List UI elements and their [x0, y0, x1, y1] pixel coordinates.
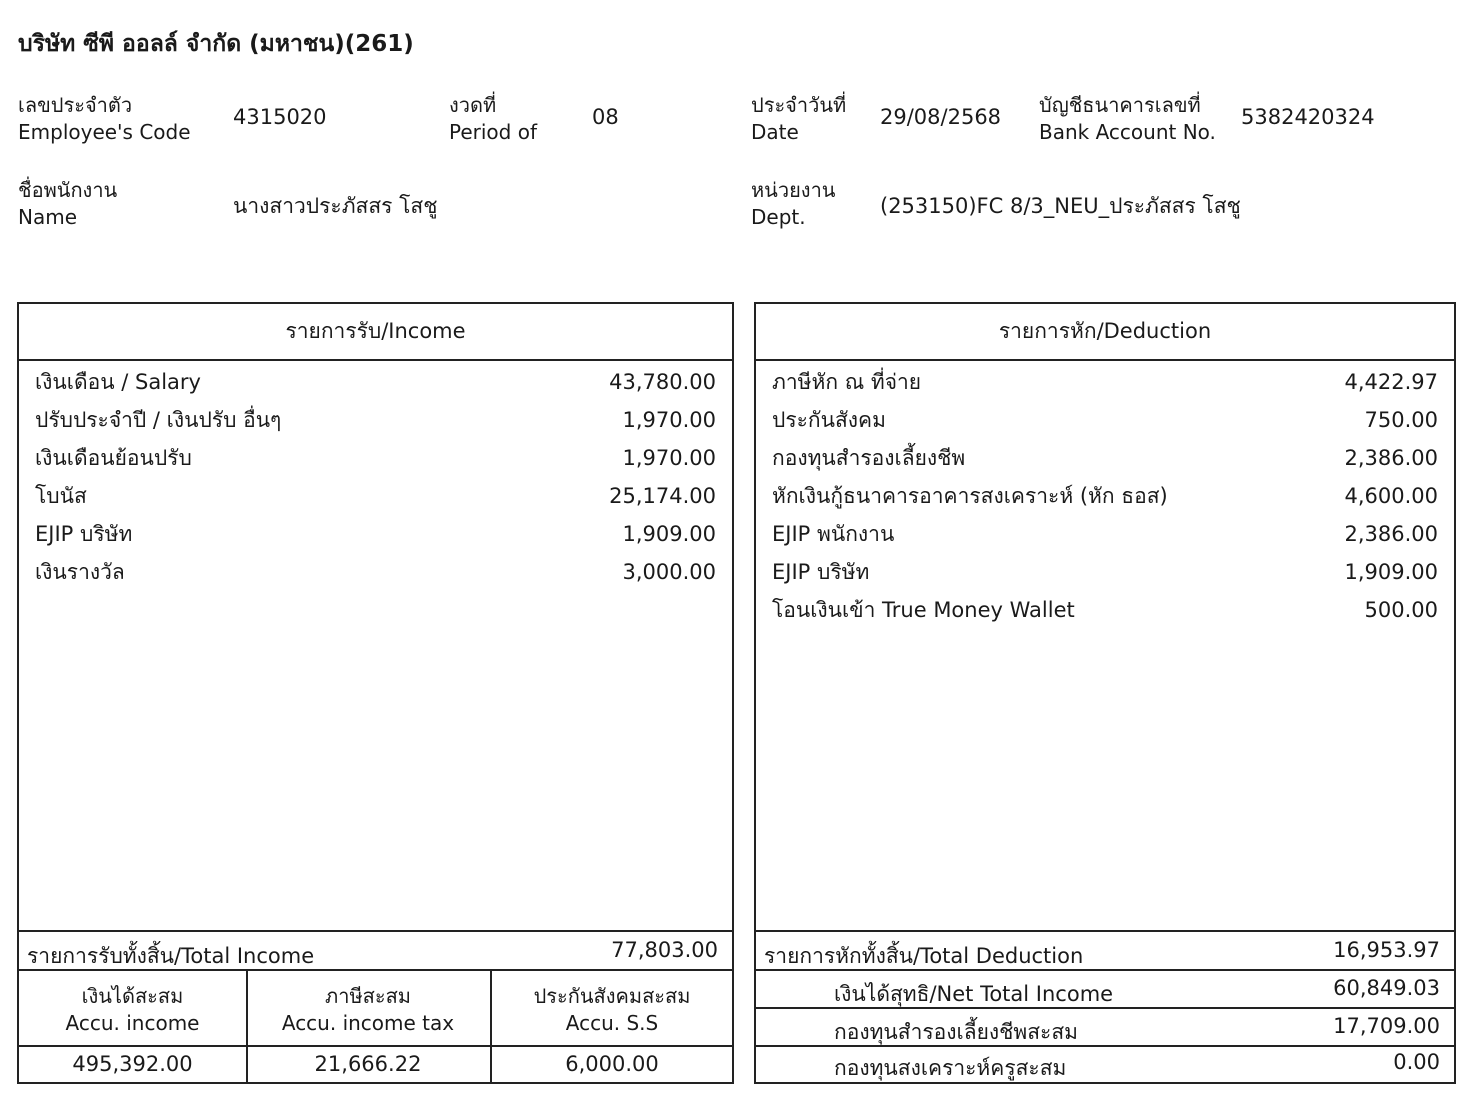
summary-divider	[756, 1007, 1454, 1009]
income-label: เงินรางวัล	[35, 560, 125, 584]
deduction-row	[772, 401, 1438, 439]
accu-provident-label: กองทุนสำรองเลี้ยงชีพสะสม	[834, 1020, 1078, 1044]
employee-name-label-en: Name	[18, 205, 78, 229]
dept-label-th: หน่วยงาน	[751, 178, 836, 202]
deduction-row	[772, 515, 1438, 553]
accu-income-en: Accu. income	[65, 1011, 200, 1035]
total-income-value: 77,803.00	[611, 938, 718, 962]
income-amount: 1,909.00	[622, 522, 716, 546]
employee-name-label	[18, 177, 117, 231]
date-label-en: Date	[751, 120, 799, 144]
accu-tax-value: 21,666.22	[314, 1052, 422, 1076]
dept-label	[751, 177, 835, 231]
deduction-label: หักเงินกู้ธนาคารอาคารสงเคราะห์ (หัก ธอส)	[772, 484, 1168, 508]
summary-divider	[756, 969, 1454, 971]
deduction-row	[772, 363, 1438, 401]
deduction-amount: 4,600.00	[1344, 484, 1438, 508]
period-label	[449, 92, 537, 146]
dept-value: (253150)FC 8/3_NEU_ประภัสสร โสชู	[880, 194, 1241, 218]
deduction-label: กองทุนสำรองเลี้ยงชีพ	[772, 446, 966, 470]
accu-divider	[19, 969, 732, 971]
period-label-en: Period of	[449, 120, 537, 144]
deduction-row	[772, 477, 1438, 515]
deduction-amount: 2,386.00	[1344, 522, 1438, 546]
deduction-amount: 750.00	[1364, 408, 1438, 432]
date-value: 29/08/2568	[880, 105, 1002, 129]
income-panel	[17, 302, 734, 1084]
deduction-title: รายการหัก/Deduction	[756, 304, 1454, 361]
total-deduction-value: 16,953.97	[1333, 938, 1440, 962]
net-income-value: 60,849.03	[1333, 976, 1440, 1000]
bank-account-label-th: บัญชีธนาคารเลขที่	[1039, 93, 1201, 117]
employee-code-label	[18, 92, 191, 146]
deduction-label: ประกันสังคม	[772, 408, 886, 432]
bank-account-label	[1039, 92, 1216, 146]
deduction-label: EJIP พนักงาน	[772, 522, 895, 546]
accu-ss-header	[490, 983, 734, 1037]
income-row	[35, 439, 716, 477]
total-income-label: รายการรับทั้งสิ้น/Total Income	[27, 944, 315, 968]
income-row	[35, 363, 716, 401]
accu-tax-en: Accu. income tax	[281, 1011, 455, 1035]
deduction-amount: 2,386.00	[1344, 446, 1438, 470]
income-row	[35, 515, 716, 553]
income-label: ปรับประจำปี / เงินปรับ อื่นๆ	[35, 408, 282, 432]
deduction-total-divider	[756, 930, 1454, 932]
income-label: เงินเดือน / Salary	[35, 370, 201, 394]
income-total-divider	[19, 930, 732, 932]
accu-tax-header	[246, 983, 490, 1037]
total-deduction-label: รายการหักทั้งสิ้น/Total Deduction	[764, 944, 1084, 968]
summary-divider	[756, 1045, 1454, 1047]
employee-name-value: นางสาวประภัสสร โสชู	[233, 194, 438, 218]
income-amount: 1,970.00	[622, 408, 716, 432]
employee-code-value: 4315020	[233, 105, 327, 129]
accu-provident-value: 17,709.00	[1333, 1014, 1440, 1038]
accu-income-th: เงินได้สะสม	[81, 984, 184, 1008]
accu-ss-en: Accu. S.S	[565, 1011, 659, 1035]
deduction-row	[772, 553, 1438, 591]
accu-income-header	[19, 983, 246, 1037]
bank-account-label-en: Bank Account No.	[1039, 120, 1216, 144]
accu-ss-value: 6,000.00	[565, 1052, 659, 1076]
income-amount: 1,970.00	[622, 446, 716, 470]
date-label-th: ประจำวันที่	[751, 93, 847, 117]
employee-name-label-th: ชื่อพนักงาน	[18, 178, 118, 202]
employee-code-label-th: เลขประจำตัว	[18, 93, 133, 117]
accu-values-divider	[19, 1045, 732, 1047]
deduction-label: EJIP บริษัท	[772, 560, 870, 584]
dept-label-en: Dept.	[751, 205, 806, 229]
income-label: โบนัส	[35, 484, 87, 508]
deduction-amount: 1,909.00	[1344, 560, 1438, 584]
period-value: 08	[592, 105, 619, 129]
deduction-row	[772, 439, 1438, 477]
deduction-label: ภาษีหัก ณ ที่จ่าย	[772, 370, 922, 394]
deduction-label: โอนเงินเข้า True Money Wallet	[772, 598, 1075, 622]
deduction-amount: 500.00	[1364, 598, 1438, 622]
income-amount: 25,174.00	[609, 484, 716, 508]
income-amount: 43,780.00	[609, 370, 716, 394]
income-label: EJIP บริษัท	[35, 522, 133, 546]
income-row	[35, 553, 716, 591]
deduction-panel	[754, 302, 1456, 1084]
accu-teacher-fund-label: กองทุนสงเคราะห์ครูสะสม	[834, 1056, 1067, 1080]
company-name: บริษัท ซีพี ออลล์ จำกัด (มหาชน)(261)	[18, 31, 414, 57]
income-title: รายการรับ/Income	[19, 304, 732, 361]
income-row	[35, 477, 716, 515]
deduction-amount: 4,422.97	[1344, 370, 1438, 394]
income-row	[35, 401, 716, 439]
accu-ss-th: ประกันสังคมสะสม	[533, 984, 691, 1008]
accu-teacher-fund-value: 0.00	[1393, 1050, 1440, 1074]
income-amount: 3,000.00	[622, 560, 716, 584]
date-label	[751, 92, 846, 146]
period-label-th: งวดที่	[449, 93, 497, 117]
accu-tax-th: ภาษีสะสม	[325, 984, 411, 1008]
net-income-label: เงินได้สุทธิ/Net Total Income	[834, 982, 1114, 1006]
bank-account-value: 5382420324	[1241, 105, 1375, 129]
employee-code-label-en: Employee's Code	[18, 120, 191, 144]
accu-income-value: 495,392.00	[72, 1052, 193, 1076]
deduction-row	[772, 591, 1438, 629]
income-label: เงินเดือนย้อนปรับ	[35, 446, 192, 470]
